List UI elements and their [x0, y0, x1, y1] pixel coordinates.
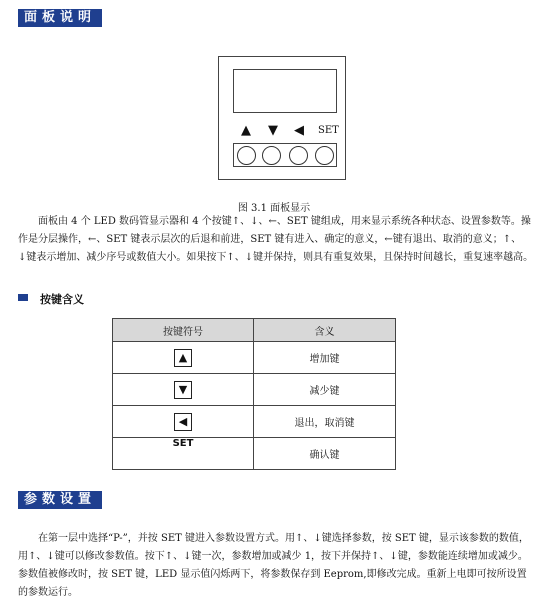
key-meaning: 增加键 [254, 342, 396, 374]
left-arrow-icon: ◀ [174, 413, 192, 431]
table-row [113, 438, 396, 470]
table-header: 含义 [254, 319, 396, 342]
section-title-keys: 按键含义 [40, 293, 84, 306]
key-meaning: 退出，取消键 [254, 406, 396, 438]
params-line: 的参数运行。 [18, 587, 78, 598]
key-meaning: 确认键 [254, 438, 396, 470]
table-row [113, 374, 396, 406]
up-key-symbol: ▲ [241, 123, 251, 138]
button-circle [315, 146, 334, 165]
intro-line: 面板由 4 个 LED 数码管显示器和 4 个按键↑、↓、←、SET 键组成，用来显示系统各种状态、设置参数等。操 [38, 216, 531, 227]
button-circle [262, 146, 281, 165]
panel-diagram [218, 56, 346, 180]
back-key-symbol: ◀ [294, 123, 304, 138]
key-symbol-cell [113, 406, 254, 438]
up-arrow-icon: ▲ [174, 349, 192, 367]
section-title-params: 参数设置 [18, 491, 102, 509]
down-key-symbol: ▼ [268, 123, 278, 138]
down-arrow-icon: ▼ [174, 381, 192, 399]
bullet-icon [18, 294, 28, 301]
intro-line: ↓键表示增加、减少序号或数值大小。如果按下↑、↓键并保持，则具有重复效果，且保持时间越长，重复速率越高。 [18, 252, 534, 263]
key-table [112, 318, 396, 470]
led-display [233, 69, 337, 113]
intro-line: 作是分层操作，←、SET 键表示层次的后退和前进，SET 键有进入、确定的意义，←键有退出、取消的意义；↑、 [18, 234, 522, 245]
key-symbol-cell [113, 342, 254, 374]
figure-caption: 图 3.1 面板显示 [237, 203, 311, 214]
params-line: 参数值被修改时，按 SET 键，LED 显示值闪烁两下，将参数保存到 Eeprom,即修改完成。重新上电即可按所设置 [18, 569, 527, 580]
table-row [113, 406, 396, 438]
button-circle [289, 146, 308, 165]
set-key-label: SET [318, 125, 339, 136]
key-symbol-cell [113, 374, 254, 406]
params-line: 在第一层中选择“P-”，并按 SET 键进入参数设置方式。用↑、↓键选择参数，按 SET 键，显示该参数的数值， [38, 533, 529, 544]
key-symbol-cell [113, 438, 254, 470]
intro-paragraph [18, 213, 534, 267]
set-key-text: SET [172, 438, 194, 449]
table-row [113, 342, 396, 374]
params-paragraph [18, 530, 534, 602]
button-circle [237, 146, 256, 165]
key-meaning: 减少键 [254, 374, 396, 406]
table-header: 按键符号 [113, 319, 254, 342]
table-header-row [113, 319, 396, 342]
params-line: 用↑、↓键可以修改参数值。按下↑、↓键一次，参数增加或减少 1，按下并保持↑、↓键，参数能连续增加或减少。 [18, 551, 528, 562]
section-title-panel: 面板说明 [18, 9, 102, 27]
button-row [233, 143, 337, 167]
